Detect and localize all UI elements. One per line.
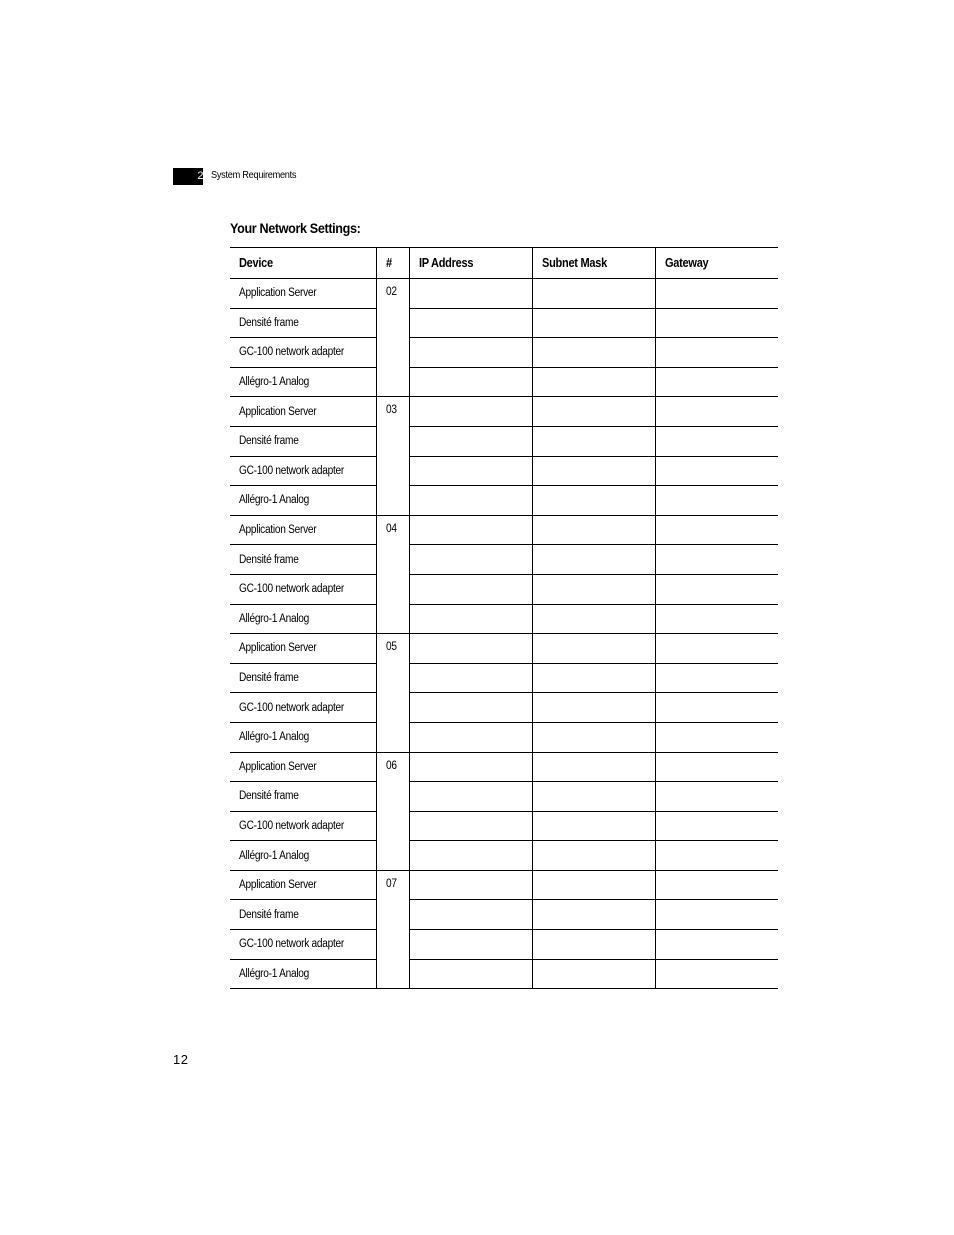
ip-address-cell[interactable] [409, 604, 532, 634]
column-header-ip-address: IP Address [409, 248, 532, 279]
subnet-mask-cell[interactable] [532, 367, 655, 397]
device-cell: GC-100 network adapter [230, 456, 376, 486]
gateway-cell[interactable] [655, 959, 778, 989]
ip-address-cell[interactable] [409, 722, 532, 752]
subnet-mask-cell[interactable] [532, 338, 655, 368]
running-header: System Requirements [211, 170, 297, 181]
table-row [230, 367, 778, 397]
device-cell: GC-100 network adapter [230, 930, 376, 960]
subnet-mask-cell[interactable] [532, 782, 655, 812]
table-row [230, 663, 778, 693]
page-number: 12 [173, 1052, 189, 1067]
ip-address-cell[interactable] [409, 545, 532, 575]
table-row [230, 397, 778, 427]
table-row [230, 426, 778, 456]
subnet-mask-cell[interactable] [532, 486, 655, 516]
table-row [230, 604, 778, 634]
table-row [230, 338, 778, 368]
gateway-cell[interactable] [655, 604, 778, 634]
table-header-row [230, 248, 778, 279]
device-cell: GC-100 network adapter [230, 574, 376, 604]
device-cell: Densité frame [230, 426, 376, 456]
table-row [230, 545, 778, 575]
subnet-mask-cell[interactable] [532, 456, 655, 486]
gateway-cell[interactable] [655, 367, 778, 397]
column-header-subnet-mask: Subnet Mask [532, 248, 655, 279]
subnet-mask-cell[interactable] [532, 959, 655, 989]
ip-address-cell[interactable] [409, 486, 532, 516]
table-row [230, 752, 778, 782]
table-row [230, 279, 778, 309]
section-title: Your Network Settings: [230, 220, 361, 236]
ip-address-cell[interactable] [409, 782, 532, 812]
gateway-cell[interactable] [655, 752, 778, 782]
ip-address-cell[interactable] [409, 870, 532, 900]
network-settings-table [230, 247, 778, 989]
gateway-cell[interactable] [655, 782, 778, 812]
ip-address-cell[interactable] [409, 752, 532, 782]
gateway-cell[interactable] [655, 900, 778, 930]
ip-address-cell[interactable] [409, 397, 532, 427]
gateway-cell[interactable] [655, 279, 778, 309]
subnet-mask-cell[interactable] [532, 308, 655, 338]
device-cell: Allégro-1 Analog [230, 604, 376, 634]
device-cell: Densité frame [230, 900, 376, 930]
gateway-cell[interactable] [655, 426, 778, 456]
ip-address-cell[interactable] [409, 841, 532, 871]
ip-address-cell[interactable] [409, 456, 532, 486]
table-body [230, 279, 778, 989]
ip-address-cell[interactable] [409, 693, 532, 723]
subnet-mask-cell[interactable] [532, 752, 655, 782]
subnet-mask-cell[interactable] [532, 397, 655, 427]
ip-address-cell[interactable] [409, 930, 532, 960]
table-row [230, 722, 778, 752]
subnet-mask-cell[interactable] [532, 663, 655, 693]
table-row [230, 486, 778, 516]
ip-address-cell[interactable] [409, 663, 532, 693]
gateway-cell[interactable] [655, 811, 778, 841]
device-cell: Application Server [230, 515, 376, 545]
table-row [230, 515, 778, 545]
subnet-mask-cell[interactable] [532, 722, 655, 752]
device-cell: Allégro-1 Analog [230, 841, 376, 871]
group-number-cell: 02 [376, 279, 409, 397]
ip-address-cell[interactable] [409, 426, 532, 456]
device-cell: GC-100 network adapter [230, 338, 376, 368]
device-cell: Densité frame [230, 663, 376, 693]
device-cell: GC-100 network adapter [230, 693, 376, 723]
subnet-mask-cell[interactable] [532, 604, 655, 634]
table-row [230, 456, 778, 486]
group-number-cell: 04 [376, 515, 409, 633]
table-row [230, 308, 778, 338]
ip-address-cell[interactable] [409, 959, 532, 989]
gateway-cell[interactable] [655, 545, 778, 575]
device-cell: Application Server [230, 752, 376, 782]
table-row [230, 841, 778, 871]
device-cell: Application Server [230, 279, 376, 309]
subnet-mask-cell[interactable] [532, 574, 655, 604]
ip-address-cell[interactable] [409, 308, 532, 338]
table-row [230, 634, 778, 664]
ip-address-cell[interactable] [409, 574, 532, 604]
ip-address-cell[interactable] [409, 634, 532, 664]
subnet-mask-cell[interactable] [532, 900, 655, 930]
group-number-cell: 05 [376, 634, 409, 752]
table-row [230, 959, 778, 989]
device-cell: Densité frame [230, 545, 376, 575]
ip-address-cell[interactable] [409, 338, 532, 368]
gateway-cell[interactable] [655, 722, 778, 752]
gateway-cell[interactable] [655, 634, 778, 664]
ip-address-cell[interactable] [409, 811, 532, 841]
gateway-cell[interactable] [655, 456, 778, 486]
chapter-number: 2 [197, 170, 203, 182]
gateway-cell[interactable] [655, 397, 778, 427]
ip-address-cell[interactable] [409, 367, 532, 397]
device-cell: GC-100 network adapter [230, 811, 376, 841]
column-header-device: Device [230, 248, 376, 279]
ip-address-cell[interactable] [409, 279, 532, 309]
subnet-mask-cell[interactable] [532, 811, 655, 841]
table-row [230, 811, 778, 841]
column-header-number: # [376, 248, 409, 279]
table-row [230, 900, 778, 930]
device-cell: Allégro-1 Analog [230, 959, 376, 989]
chapter-tab [173, 168, 203, 185]
table-row [230, 574, 778, 604]
subnet-mask-cell[interactable] [532, 279, 655, 309]
gateway-cell[interactable] [655, 308, 778, 338]
table-row [230, 693, 778, 723]
device-cell: Application Server [230, 397, 376, 427]
table-row [230, 782, 778, 812]
gateway-cell[interactable] [655, 841, 778, 871]
subnet-mask-cell[interactable] [532, 693, 655, 723]
ip-address-cell[interactable] [409, 515, 532, 545]
device-cell: Application Server [230, 870, 376, 900]
column-header-gateway: Gateway [655, 248, 778, 279]
gateway-cell[interactable] [655, 930, 778, 960]
table-row [230, 870, 778, 900]
gateway-cell[interactable] [655, 870, 778, 900]
subnet-mask-cell[interactable] [532, 515, 655, 545]
subnet-mask-cell[interactable] [532, 930, 655, 960]
subnet-mask-cell[interactable] [532, 545, 655, 575]
subnet-mask-cell[interactable] [532, 870, 655, 900]
gateway-cell[interactable] [655, 515, 778, 545]
gateway-cell[interactable] [655, 486, 778, 516]
table-row [230, 930, 778, 960]
group-number-cell: 03 [376, 397, 409, 515]
device-cell: Allégro-1 Analog [230, 722, 376, 752]
device-cell: Densité frame [230, 308, 376, 338]
subnet-mask-cell[interactable] [532, 634, 655, 664]
subnet-mask-cell[interactable] [532, 426, 655, 456]
device-cell: Allégro-1 Analog [230, 486, 376, 516]
subnet-mask-cell[interactable] [532, 841, 655, 871]
device-cell: Application Server [230, 634, 376, 664]
gateway-cell[interactable] [655, 663, 778, 693]
device-cell: Allégro-1 Analog [230, 367, 376, 397]
ip-address-cell[interactable] [409, 900, 532, 930]
gateway-cell[interactable] [655, 574, 778, 604]
gateway-cell[interactable] [655, 338, 778, 368]
gateway-cell[interactable] [655, 693, 778, 723]
group-number-cell: 06 [376, 752, 409, 870]
group-number-cell: 07 [376, 870, 409, 988]
device-cell: Densité frame [230, 782, 376, 812]
